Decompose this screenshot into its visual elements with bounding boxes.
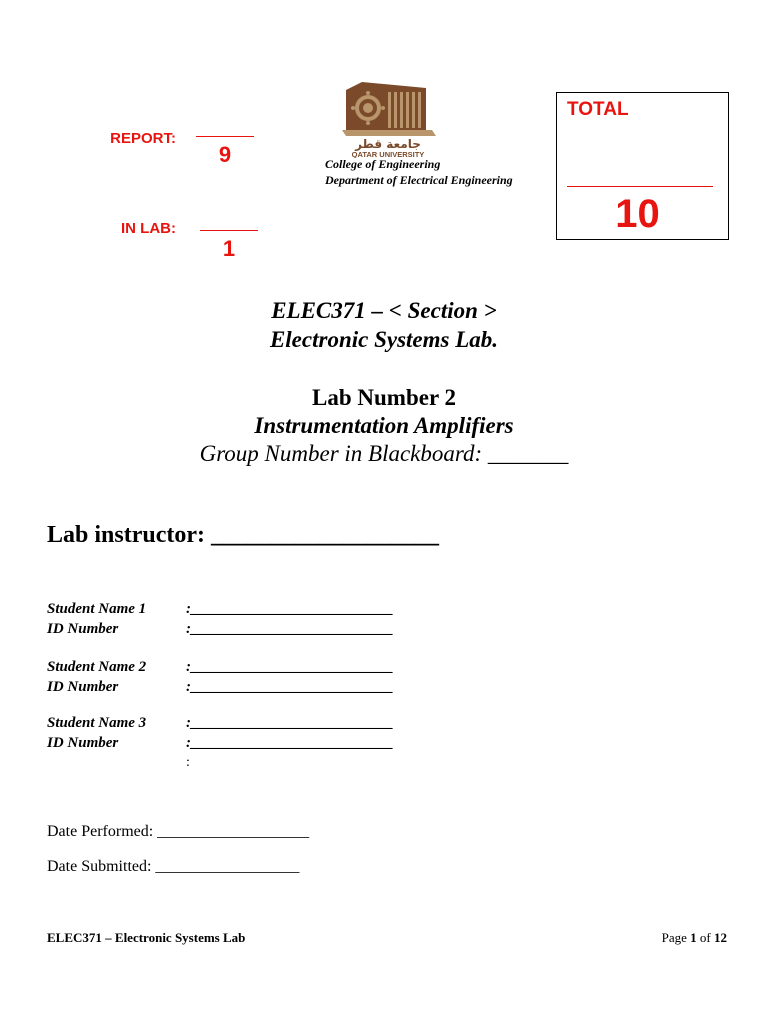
id-number-label: ID Number	[47, 735, 119, 751]
student-name-field: :___________________________	[186, 601, 394, 617]
lab-number: Lab Number 2	[312, 385, 456, 410]
footer-course: ELEC371 – Electronic Systems Lab	[47, 930, 246, 945]
date-submitted-line: Date Submitted: __________________	[47, 858, 300, 875]
id-number-field: :___________________________	[186, 621, 394, 637]
id-number-label: ID Number	[47, 679, 119, 695]
student-name-field: :___________________________	[186, 715, 394, 731]
footer-page-number	[600, 930, 727, 946]
total-score: 10	[615, 192, 660, 236]
logo-arabic-text: جامعة قطر	[355, 137, 421, 151]
id-number-label: ID Number	[47, 621, 119, 637]
student-name-label: Student Name 2	[47, 659, 147, 675]
student-name-label: Student Name 3	[47, 715, 147, 731]
trailing-colon: :	[186, 755, 190, 770]
student-name-field: :___________________________	[186, 659, 394, 675]
page-current: 1	[690, 930, 697, 945]
lab-title: Instrumentation Amplifiers	[254, 413, 514, 438]
course-name: Electronic Systems Lab.	[269, 327, 499, 352]
id-number-field: :___________________________	[186, 679, 394, 695]
page-of: of	[696, 930, 714, 945]
group-number-line: Group Number in Blackboard: _______	[199, 441, 569, 466]
course-line: ELEC371 – < Section >	[271, 298, 497, 323]
report-line	[196, 136, 254, 137]
qatar-university-logo	[340, 76, 440, 158]
inlab-score: 1	[222, 236, 236, 261]
lab-instructor-line: Lab instructor: ___________________	[47, 522, 439, 548]
date-performed-line: Date Performed: ___________________	[47, 823, 310, 840]
total-label: TOTAL	[567, 99, 629, 120]
inlab-label: IN LAB:	[121, 220, 176, 237]
inlab-line	[200, 230, 258, 231]
logo-english-text: QATAR UNIVERSITY	[351, 150, 425, 158]
report-score: 9	[218, 142, 232, 167]
report-label: REPORT:	[110, 130, 176, 147]
department-name: Department of Electrical Engineering	[325, 173, 513, 187]
id-number-field: :___________________________	[186, 735, 394, 751]
student-name-label: Student Name 1	[47, 601, 147, 617]
page-total: 12	[714, 930, 727, 945]
total-line	[567, 186, 713, 187]
page-prefix: Page	[661, 930, 691, 945]
college-name: College of Engineering	[325, 157, 441, 171]
total-score-box	[556, 92, 729, 240]
